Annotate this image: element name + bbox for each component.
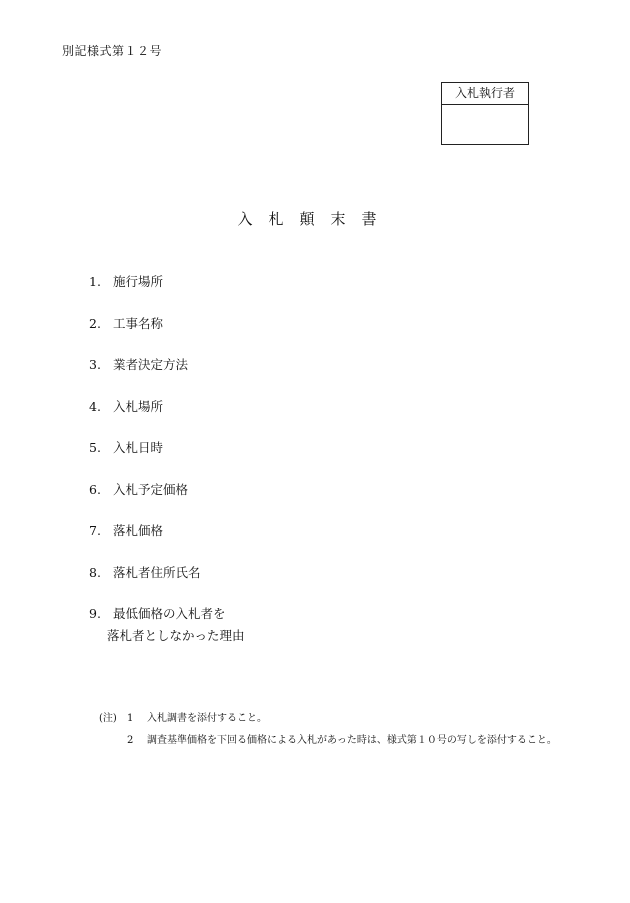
- note-number: 1: [127, 713, 134, 724]
- item-number: 3.: [89, 357, 101, 372]
- note-text: 調査基準価格を下回る価格による入札があった時は、様式第１０号の写しを添付すること。: [147, 735, 557, 746]
- item-label: 最低価格の入札者を: [113, 606, 226, 621]
- list-item: [89, 438, 163, 456]
- note-line: [99, 731, 557, 746]
- item-label: 入札日時: [113, 440, 164, 455]
- item-number: 5.: [89, 440, 101, 455]
- note-prefix: (注): [99, 713, 117, 724]
- item-label: 施行場所: [113, 274, 164, 289]
- note-number: 2: [127, 735, 134, 746]
- item-number: 1.: [89, 274, 101, 289]
- item-number: 7.: [89, 523, 101, 538]
- item-number: 6.: [89, 482, 101, 497]
- item-number: 2.: [89, 316, 101, 331]
- executor-label: 入札執行者: [442, 83, 528, 105]
- list-item: [89, 604, 245, 644]
- list-item: [89, 355, 188, 373]
- list-item: [89, 397, 163, 415]
- note-line: [99, 709, 267, 724]
- list-item: [89, 563, 201, 581]
- item-number: 9.: [89, 606, 101, 621]
- item-number: 8.: [89, 565, 101, 580]
- item-label: 入札場所: [113, 399, 164, 414]
- item-number: 4.: [89, 399, 101, 414]
- item-label-continuation: 落札者としなかった理由: [107, 628, 245, 643]
- note-text: 入札調書を添付すること。: [147, 713, 267, 724]
- executor-signature-space: [442, 105, 528, 145]
- list-item: [89, 480, 188, 498]
- item-label: 入札予定価格: [113, 482, 189, 497]
- item-label: 工事名称: [113, 316, 164, 331]
- list-item: [89, 521, 163, 539]
- item-label: 落札価格: [113, 523, 164, 538]
- item-label: 落札者住所氏名: [113, 565, 201, 580]
- executor-box: [441, 82, 529, 145]
- item-label: 業者決定方法: [113, 357, 189, 372]
- list-item: [89, 314, 163, 332]
- document-title: 入札顛末書: [237, 210, 393, 228]
- form-number: 別記様式第１２号: [62, 44, 163, 58]
- list-item: [89, 272, 163, 290]
